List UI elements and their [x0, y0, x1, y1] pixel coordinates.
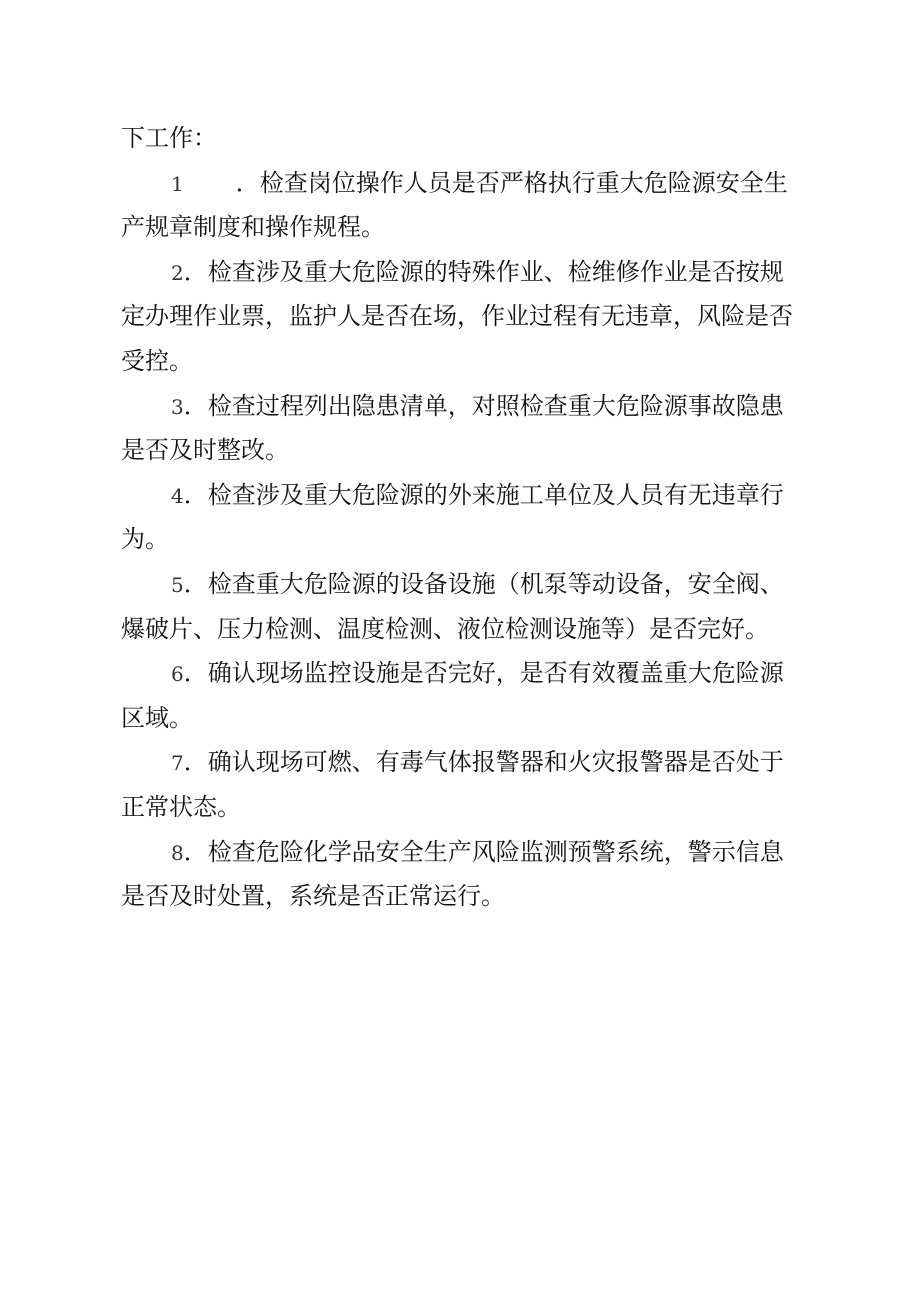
item-dot: ．: [183, 748, 208, 777]
item-dot: ．: [183, 659, 208, 688]
list-item-2-line-2: 定办理作业票，监护人是否在场，作业过程有无违章，风险是否: [121, 302, 793, 331]
item-number: 4: [171, 483, 184, 508]
list-item-5-line-2: 爆破片、压力检测、温度检测、液位检测设施等）是否完好。: [121, 614, 769, 643]
item-dot: ．: [183, 837, 208, 866]
intro-line: 下工作：: [121, 124, 217, 152]
list-item-7-line-1: 7．确认现场可燃、有毒气体报警器和火灾报警器是否处于: [171, 748, 784, 777]
list-item-3-line-1: 3．检查过程列出隐患清单，对照检查重大危险源事故隐患: [171, 391, 784, 420]
list-item-5-line-1: 5．检查重大危险源的设备设施（机泵等动设备，安全阀、: [171, 569, 784, 598]
item-number: 6: [171, 662, 184, 687]
item-dot: ．: [183, 480, 208, 509]
list-item-8-line-1: 8．检查危险化学品安全生产风险监测预警系统，警示信息: [171, 837, 784, 866]
item-number: 7: [171, 751, 184, 776]
list-item-6-line-1: 6．确认现场监控设施是否完好，是否有效覆盖重大危险源: [171, 659, 784, 688]
list-item-8-line-2: 是否及时处置，系统是否正常运行。: [121, 882, 505, 911]
item-dot: ．: [183, 569, 208, 598]
document-body: [121, 116, 811, 919]
list-item-6-line-2: 区域。: [121, 703, 193, 732]
list-item-7-line-2: 正常状态。: [121, 792, 241, 821]
list-item-1-line-2: 产规章制度和操作规程。: [121, 213, 385, 242]
item-number: 8: [171, 840, 184, 865]
item-dot: ．: [183, 391, 208, 420]
list-item-4-line-2: 为。: [121, 525, 169, 554]
list-item-3-line-2: 是否及时整改。: [121, 436, 289, 465]
item-number: 2: [171, 260, 184, 285]
item-number: 1: [171, 171, 184, 196]
list-item-2-line-3: 受控。: [121, 346, 193, 375]
list-item-4-line-1: 4．检查涉及重大危险源的外来施工单位及人员有无违章行: [171, 480, 784, 509]
list-item-2-line-1: 2．检查涉及重大危险源的特殊作业、检维修作业是否按规: [171, 257, 784, 286]
list-item-1-line-1: 1 ．检查岗位操作人员是否严格执行重大危险源安全生: [171, 168, 788, 197]
item-number: 5: [171, 572, 184, 597]
item-dot: ．: [183, 257, 208, 286]
item-dot: ．: [235, 168, 260, 197]
item-number: 3: [171, 394, 184, 419]
